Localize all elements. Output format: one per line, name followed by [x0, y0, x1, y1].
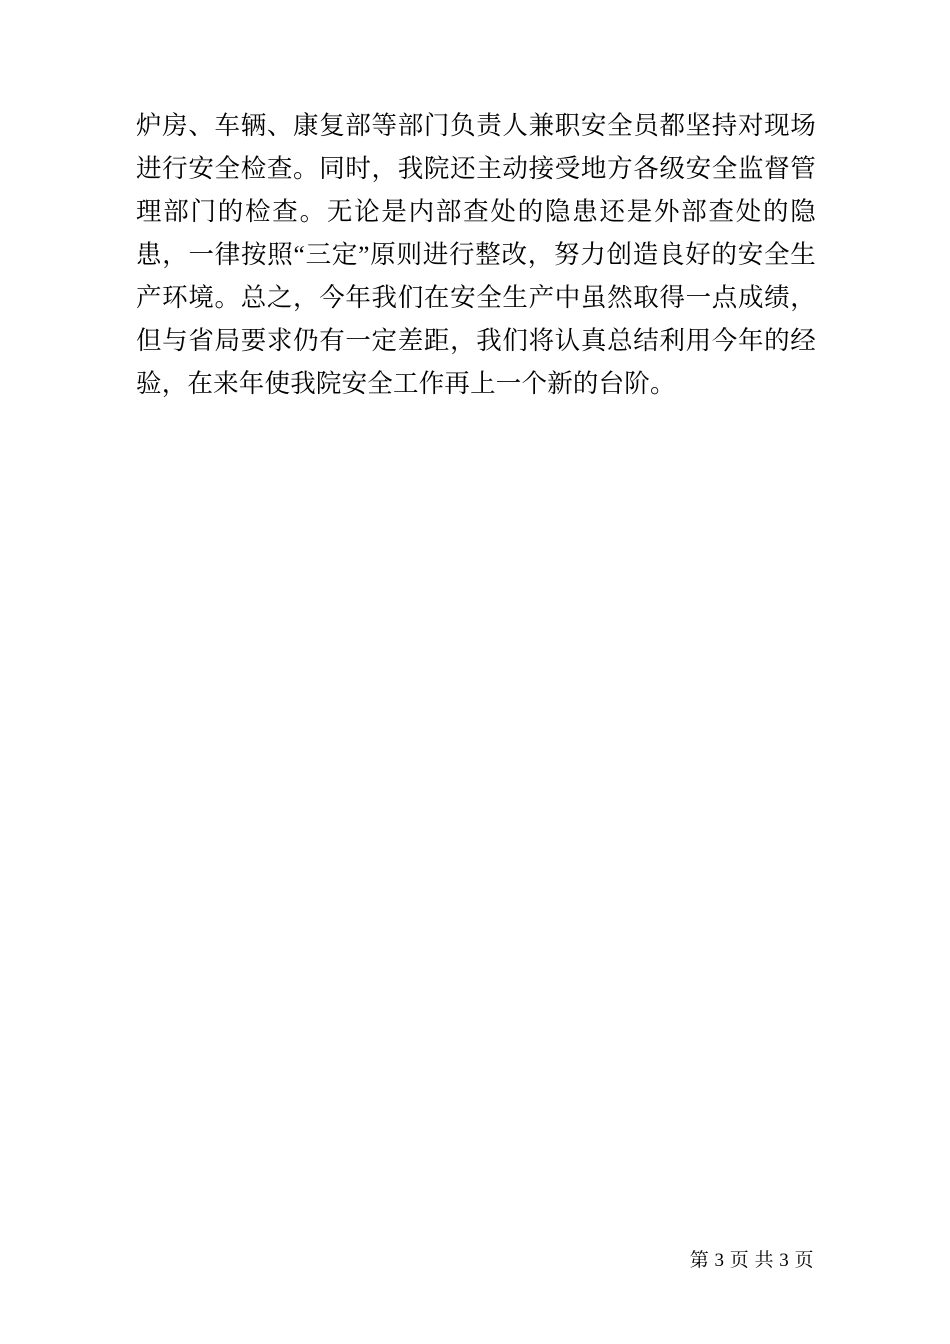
body-paragraph: 炉房、车辆、康复部等部门负责人兼职安全员都坚持对现场进行安全检查。同时，我院还主动接受地方各级安全监督管理部门的检查。无论是内部查处的隐患还是外部查处的隐患，一律按照“三定”原则进行整改，努力创造良好的安全生产环境。总之，今年我们在安全生产中虽然取得一点成绩，但与省局要求仍有一定差距，我们将认真总结利用今年的经验，在来年使我院安全工作再上一个新的台阶。 — [136, 111, 816, 398]
page-footer — [136, 1248, 814, 1274]
document-body — [136, 104, 816, 405]
page-number: 第 3 页 共 3 页 — [689, 1250, 814, 1271]
